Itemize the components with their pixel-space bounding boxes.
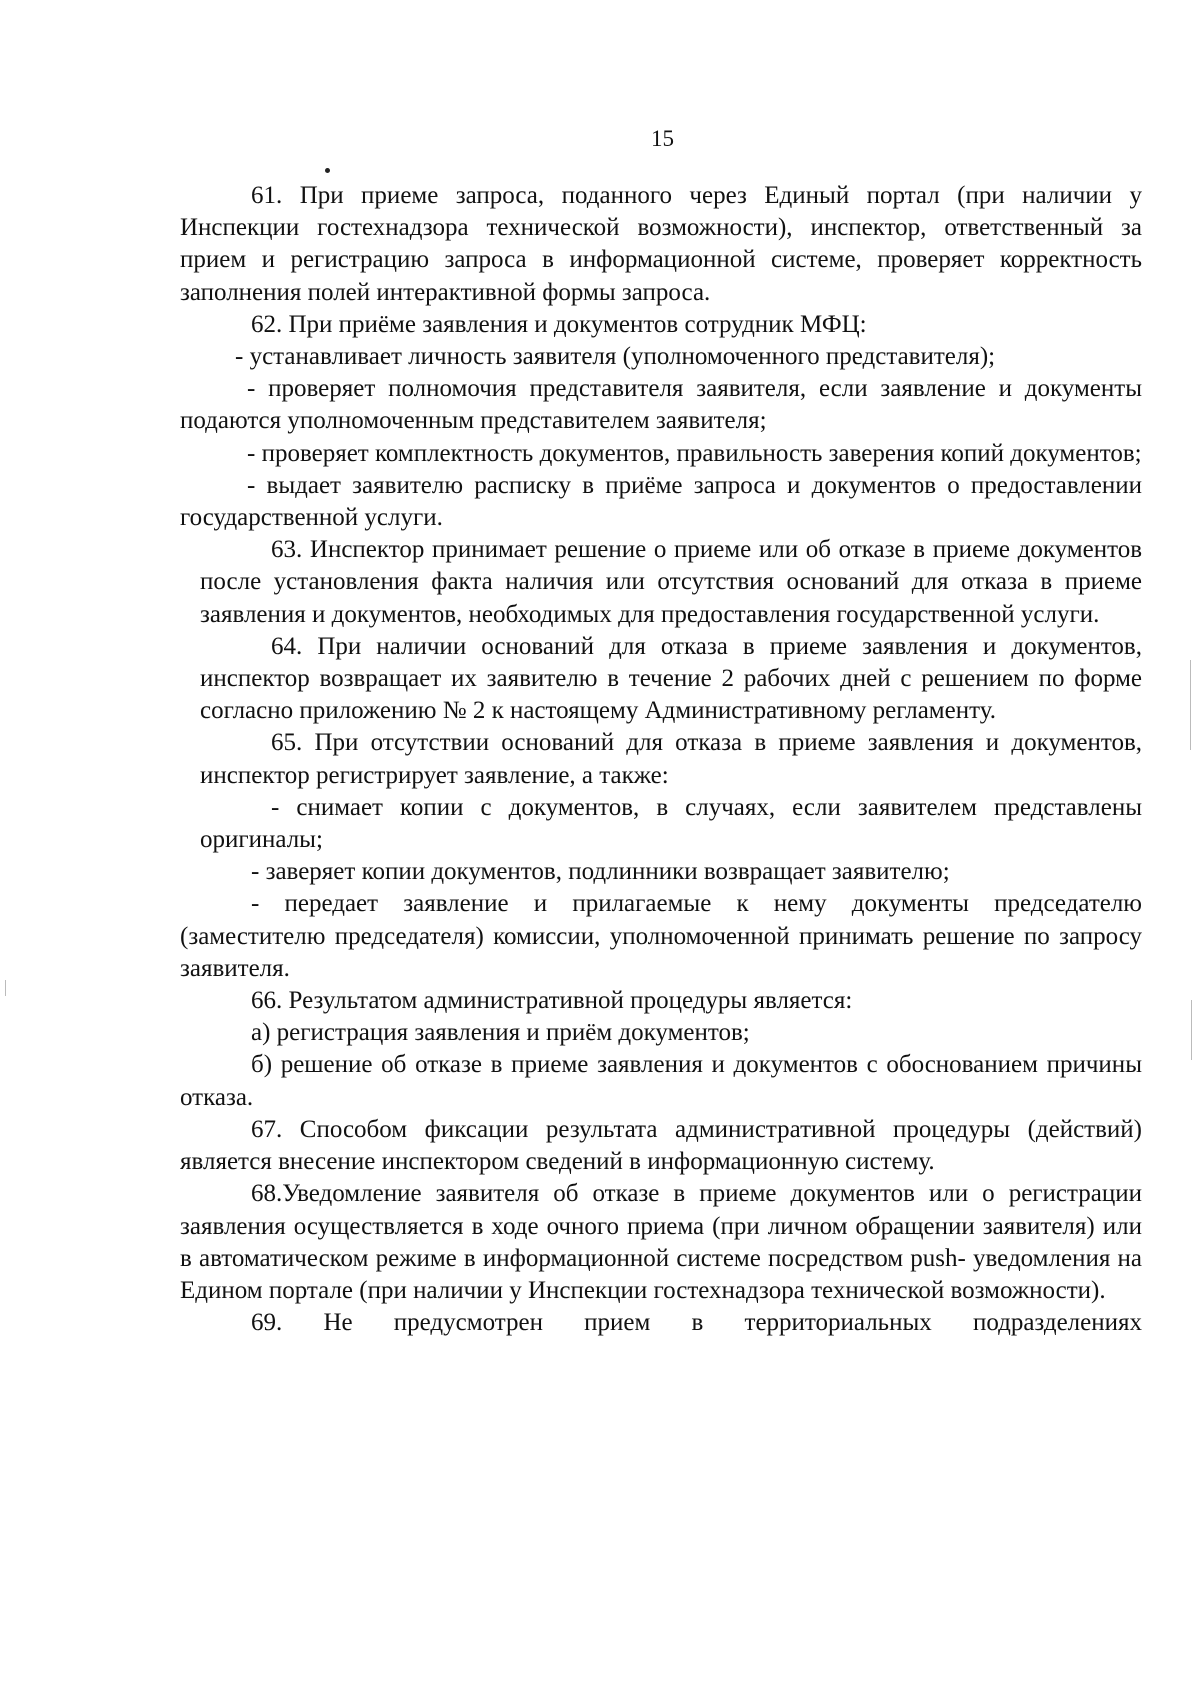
document-body xyxy=(180,180,1142,1339)
paragraph-65-item-transfer: - передает заявление и прилагаемые к нему документы председателю (заместителю председателя) комиссии, уполномоченной принимать решение по запросу заявителя. xyxy=(180,890,1142,982)
paragraph-62-item-receipt: - выдает заявителю расписку в приёме запроса и документов о предоставлении государственной услуги. xyxy=(180,471,1142,532)
scan-edge-mark xyxy=(1190,660,1191,750)
paragraph-67: 67. Способом фиксации результата административной процедуры (действий) является внесение инспектором сведений в информационную систему. xyxy=(180,1115,1142,1176)
scan-edge-mark xyxy=(5,980,6,996)
paragraph-65-item-copies: - снимает копии с документов, в случаях, если заявителем представлены оригиналы; xyxy=(200,793,1142,854)
paragraph-65: 65. При отсутствии оснований для отказа в приеме заявления и документов, инспектор регистрирует заявление, а также: xyxy=(200,729,1142,789)
page-number: 15 xyxy=(651,126,674,151)
paragraph-69: 69. Не предусмотрен прием в территориальных подразделениях xyxy=(251,1309,1142,1337)
scan-speck xyxy=(325,168,330,173)
paragraph-61: 61. При приеме запроса, поданного через Единый портал (при наличии у Инспекции гостехнадзора технической возможности), инспектор, ответственный за прием и регистрацию запроса в информационной системе, проверяет корректность заполнения полей интерактивной формы запроса. xyxy=(180,182,1142,306)
paragraph-68: 68.Уведомление заявителя об отказе в приеме документов или о регистрации заявления осуществляется в ходе очного приема (при личном обращении заявителя) или в автоматическом режиме в информационной системе посредством push- уведомления на Едином портале (при наличии у Инспекции гостехнадзора технической возможности). xyxy=(180,1180,1142,1304)
paragraph-62-item-authority: - проверяет полномочия представителя заявителя, если заявление и документы подаются уполномоченным представителем заявителя; xyxy=(180,375,1142,435)
paragraph-64: 64. При наличии оснований для отказа в приеме заявления и документов, инспектор возвращает их заявителю в течение 2 рабочих дней с решением по форме согласно приложению № 2 к настоящему Административному регламенту. xyxy=(200,632,1142,725)
paragraph-65-item-certify: - заверяет копии документов, подлинники возвращает заявителю; xyxy=(251,858,950,886)
paragraph-62-item-completeness: - проверяет комплектность документов, правильность заверения копий документов; xyxy=(247,439,1142,467)
paragraph-62: 62. При приёме заявления и документов сотрудник МФЦ: xyxy=(251,310,867,338)
paragraph-62-item-identity: - устанавливает личность заявителя (уполномоченного представителя); xyxy=(235,343,996,371)
paragraph-66-item-b: б) решение об отказе в приеме заявления и документов с обоснованием причины отказа. xyxy=(180,1051,1142,1111)
paragraph-63: 63. Инспектор принимает решение о приеме или об отказе в приеме документов после установления факта наличия или отсутствия оснований для отказа в приеме заявления и документов, необходимых для предоставления государственной услуги. xyxy=(200,536,1142,628)
scan-edge-mark xyxy=(1191,1000,1192,1060)
paragraph-66: 66. Результатом административной процедуры является: xyxy=(251,987,853,1015)
paragraph-66-item-a: а) регистрация заявления и приём документов; xyxy=(251,1019,750,1047)
